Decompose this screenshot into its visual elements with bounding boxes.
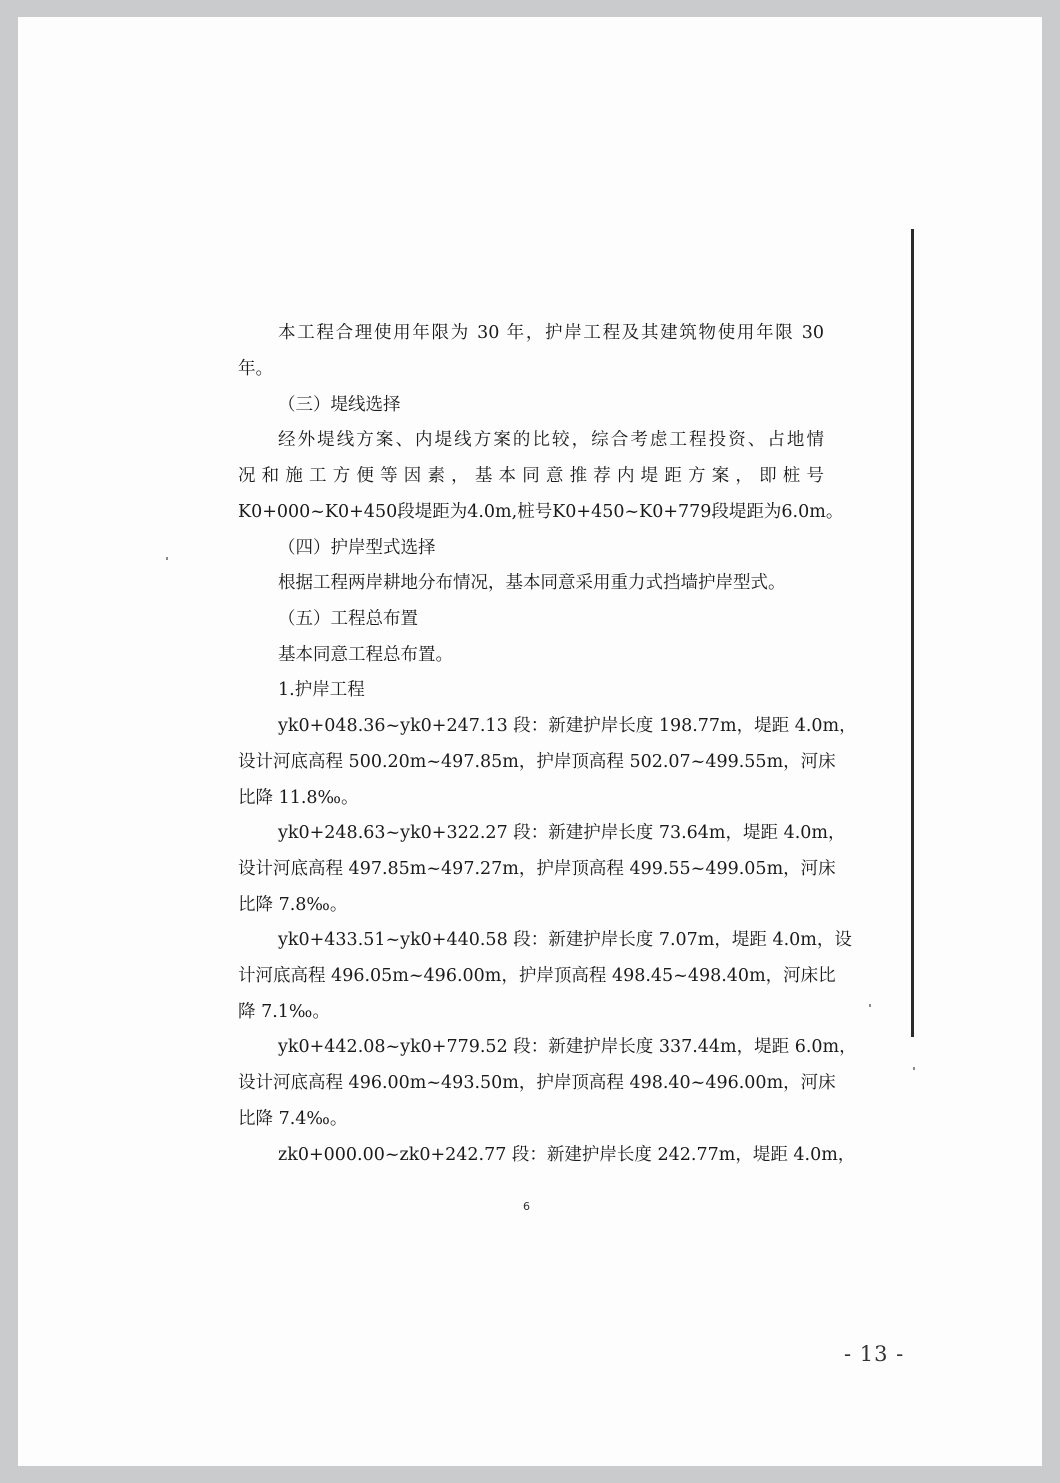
- paragraph-line: 计河底高程 496.05m~496.00m，护岸顶高程 498.45~498.40m，河床比: [238, 966, 836, 986]
- paragraph-line: 比降 7.4‰。: [238, 1109, 348, 1129]
- paragraph-line: 况和施工方便等因素，基本同意推荐内堤距方案，即桩号: [238, 466, 824, 486]
- paragraph-line: 根据工程两岸耕地分布情况，基本同意采用重力式挡墙护岸型式。: [278, 573, 786, 593]
- paragraph-line: 比降 7.8‰。: [238, 895, 348, 915]
- section-heading: （三）堤线选择: [278, 395, 401, 415]
- document-page: [18, 17, 1042, 1466]
- paragraph-line: yk0+442.08~yk0+779.52 段：新建护岸长度 337.44m，堤距 6.0m，: [278, 1037, 857, 1057]
- paragraph-line: yk0+433.51~yk0+440.58 段：新建护岸长度 7.07m，堤距 4.0m，设: [278, 930, 852, 950]
- paragraph-line: 设计河底高程 497.85m~497.27m，护岸顶高程 499.55~499.05m，河床: [238, 859, 836, 879]
- paragraph-line: zk0+000.00~zk0+242.77 段：新建护岸长度 242.77m，堤距 4.0m，: [278, 1145, 856, 1165]
- inner-page-number: 6: [523, 1200, 530, 1213]
- paragraph-line: 经外堤线方案、内堤线方案的比较，综合考虑工程投资、占地情: [278, 430, 824, 450]
- section-heading: （五）工程总布置: [278, 609, 418, 629]
- paragraph-line: 年。: [238, 359, 273, 379]
- scan-speck: [166, 557, 168, 560]
- paragraph-line: 降 7.1‰。: [238, 1002, 330, 1022]
- scan-speck: [869, 1004, 871, 1007]
- scan-speck: [913, 1067, 915, 1070]
- paragraph-line: 设计河底高程 500.20m~497.85m，护岸顶高程 502.07~499.55m，河床: [238, 752, 836, 772]
- page-number: - 13 -: [844, 1342, 905, 1366]
- paragraph-line: yk0+048.36~yk0+247.13 段：新建护岸长度 198.77m，堤距 4.0m，: [278, 716, 857, 736]
- paragraph-line: 本工程合理使用年限为 30 年，护岸工程及其建筑物使用年限 30: [278, 323, 824, 343]
- paragraph-line: yk0+248.63~yk0+322.27 段：新建护岸长度 73.64m，堤距 4.0m，: [278, 823, 846, 843]
- paragraph-line: 比降 11.8‰。: [238, 788, 359, 808]
- paragraph-line: K0+000~K0+450段堤距为4.0m,桩号K0+450~K0+779段堤距为6.0m。: [238, 502, 844, 522]
- subsection-heading: 1.护岸工程: [278, 680, 365, 700]
- section-heading: （四）护岸型式选择: [278, 538, 436, 558]
- paragraph-line: 基本同意工程总布置。: [278, 645, 453, 665]
- scan-edge-mark: [911, 229, 914, 1037]
- paragraph-line: 设计河底高程 496.00m~493.50m，护岸顶高程 498.40~496.00m，河床: [238, 1073, 836, 1093]
